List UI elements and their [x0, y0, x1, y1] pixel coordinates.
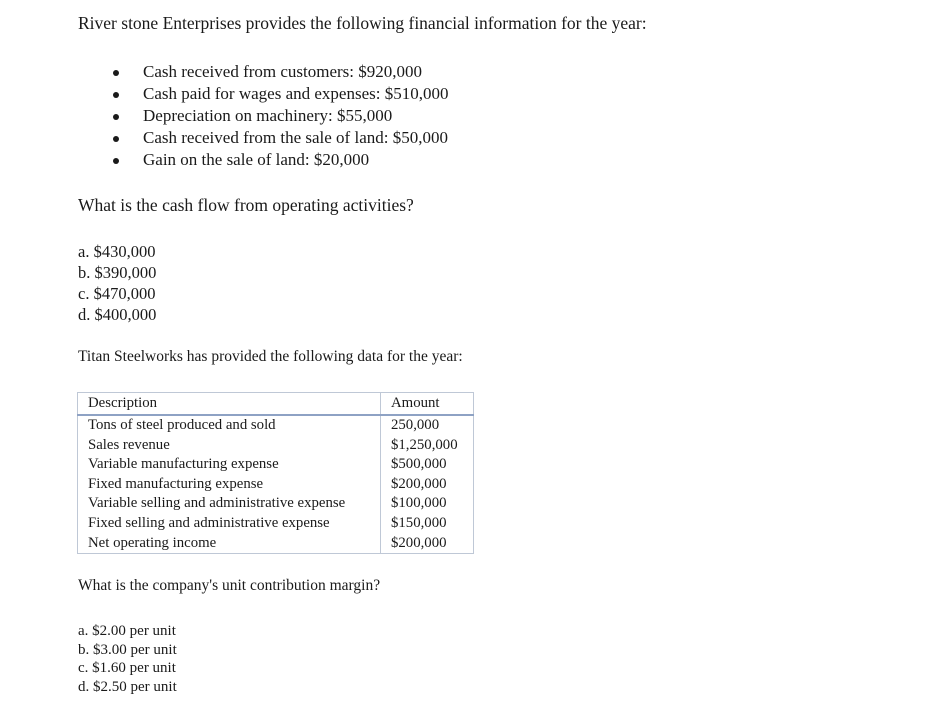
option-c: c. $1.60 per unit: [78, 660, 176, 676]
option-d: d. $2.50 per unit: [78, 678, 177, 695]
table-row: [78, 436, 474, 456]
question1-options: [78, 241, 156, 325]
option-b: b. $3.00 per unit: [78, 641, 177, 658]
table-cell-amount: $200,000: [381, 475, 474, 495]
option-a: a. $2.00 per unit: [78, 623, 176, 639]
list-item: [110, 61, 448, 83]
header-amount: Amount: [381, 393, 474, 416]
bullet-icon: [113, 158, 119, 164]
table-row: [78, 455, 474, 475]
question2-options: [78, 622, 177, 696]
table-header-row: [78, 393, 474, 416]
table-row: [78, 494, 474, 514]
list-item: [110, 149, 448, 171]
table-row: [78, 514, 474, 534]
table-row: [78, 415, 474, 436]
table-cell-amount: $200,000: [381, 534, 474, 554]
data-table: [77, 392, 474, 554]
bullet-text: Cash received from the sale of land: $50,000: [143, 128, 448, 147]
table-cell-description: Tons of steel produced and sold: [78, 415, 381, 436]
bullet-icon: [113, 136, 119, 142]
option-b: b. $390,000: [78, 263, 157, 282]
list-item: [110, 83, 448, 105]
list-item: [110, 127, 448, 149]
table-row: [78, 475, 474, 495]
table-row: [78, 534, 474, 554]
question1-bullet-list: [110, 61, 448, 171]
table-cell-description: Sales revenue: [78, 436, 381, 456]
option-c: c. $470,000: [78, 284, 156, 303]
table-cell-description: Fixed selling and administrative expense: [78, 514, 381, 534]
list-item: [110, 105, 448, 127]
option-a: a. $430,000: [78, 242, 156, 261]
question2-prompt: What is the company's unit contribution margin?: [78, 577, 381, 594]
question2-intro: Titan Steelworks has provided the following data for the year:: [78, 348, 463, 365]
table-cell-amount: $500,000: [381, 455, 474, 475]
table-cell-amount: 250,000: [381, 415, 474, 436]
bullet-text: Cash paid for wages and expenses: $510,000: [143, 84, 449, 103]
bullet-icon: [113, 114, 119, 120]
bullet-icon: [113, 92, 119, 98]
table-cell-description: Net operating income: [78, 534, 381, 554]
table-cell-amount: $100,000: [381, 494, 474, 514]
table-cell-description: Variable selling and administrative expense: [78, 494, 381, 514]
option-d: d. $400,000: [78, 305, 157, 324]
question1-intro: River stone Enterprises provides the following financial information for the year:: [78, 13, 647, 33]
question1-prompt: What is the cash flow from operating activities?: [78, 195, 414, 215]
bullet-text: Depreciation on machinery: $55,000: [143, 106, 393, 125]
table-cell-amount: $150,000: [381, 514, 474, 534]
table-cell-amount: $1,250,000: [381, 436, 474, 456]
bullet-text: Cash received from customers: $920,000: [143, 62, 423, 81]
table-cell-description: Fixed manufacturing expense: [78, 475, 381, 495]
table-cell-description: Variable manufacturing expense: [78, 455, 381, 475]
bullet-text: Gain on the sale of land: $20,000: [143, 150, 370, 169]
bullet-icon: [113, 70, 119, 76]
header-description: Description: [78, 393, 381, 416]
